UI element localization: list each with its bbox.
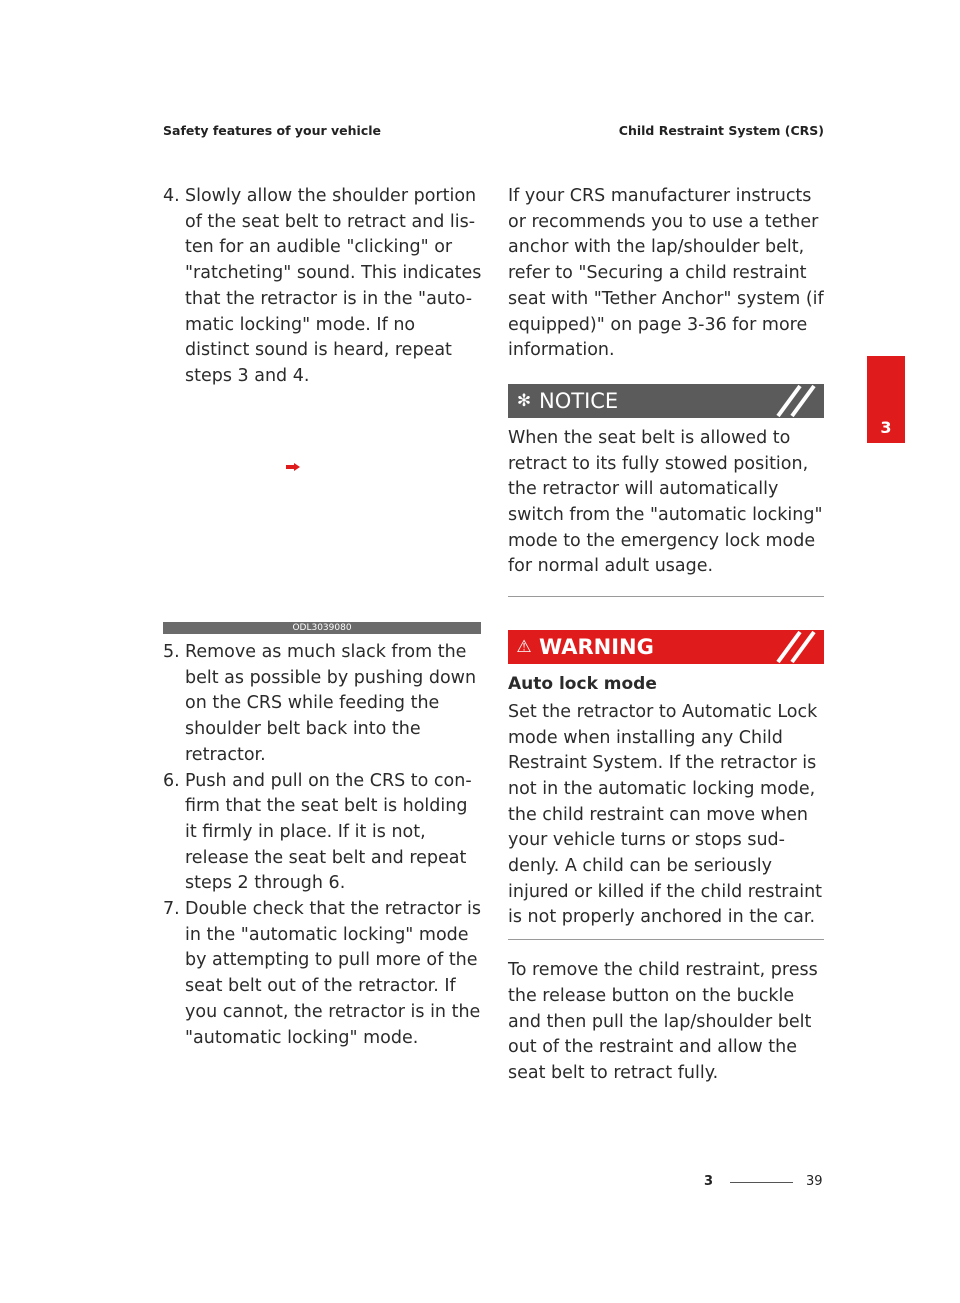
step-item [163, 897, 483, 1051]
notice-text: When the seat belt is allowed to retract to its fully stowed position, the retractor will automatically switch from the "automatic locking" mode to the emergency lock mode for normal adult usage. [508, 427, 823, 577]
step-text: Remove as much slack from the belt as possible by pushing down on the CRS while feeding the shoulder belt back into the retractor. [185, 642, 477, 765]
left-column-bottom [163, 640, 483, 1051]
warning-subheading: Auto lock mode [508, 674, 657, 695]
stripes-icon [774, 384, 824, 418]
step-number: 5. [163, 642, 180, 662]
step-number: 6. [163, 770, 180, 791]
step-text: Double check that the retractor is in the "automatic locking" mode by attempting to pull more of the seat belt out of the retractor. If you cannot, the retractor is in the "automatic locking" mode. [185, 899, 482, 1048]
step-item [163, 769, 483, 898]
right-column [508, 184, 824, 1087]
notice-label: NOTICE [539, 388, 619, 413]
warning-label: WARNING [539, 635, 654, 660]
notice-divider [508, 596, 824, 597]
chapter-tab-number: 3 [880, 418, 892, 437]
page-number: 39 [806, 1174, 823, 1189]
notice-icon: ✻ [516, 390, 532, 411]
stripes-icon [774, 630, 824, 664]
chapter-tab [867, 356, 905, 443]
figure-caption: ODL3039080 [163, 622, 481, 634]
warning-text: Set the retractor to Automatic Lock mode when installing any Child Restraint System. If the retractor is not in the automatic locking mode, the child restraint can move when your vehicle turns or stops sud-denly. A child can be seriously injured or killed if the child restraint is not properly anchored in the car. [508, 701, 823, 928]
step-item [163, 184, 483, 390]
warning-divider [508, 939, 824, 940]
notice-banner [508, 384, 824, 418]
arrow-icon [286, 463, 300, 471]
step-number: 7. [163, 899, 180, 920]
footer-chapter: 3 [704, 1174, 714, 1189]
warning-icon: ⚠ [516, 637, 532, 658]
step-text: Slowly allow the shoulder portion of the seat belt to retract and lis-ten for an audible "clicking" or "ratcheting" sound. This indicates that the retractor is in the "auto-matic locking" mode. If no distinct sound is heard, repeat steps 3 and 4. [185, 186, 482, 386]
running-header-section: Safety features of your vehicle [163, 123, 381, 138]
outro-paragraph: To remove the child restraint, press the release button on the buckle and then pull the lap/shoulder belt out of the restraint and allow the seat belt to retract fully. [508, 960, 818, 1083]
step-item [163, 640, 483, 769]
warning-banner [508, 630, 824, 664]
running-header-topic: Child Restraint System (CRS) [618, 123, 824, 138]
step-number: 4. [163, 186, 180, 206]
footer-divider [730, 1182, 793, 1183]
left-column-top [163, 184, 483, 390]
intro-paragraph: If your CRS manufacturer instructs or recommends you to use a tether anchor with the lap/shoulder belt, refer to "Securing a child restraint seat with "Tether Anchor" system (if equipped)" on page 3-36 for more information. [508, 186, 824, 361]
step-text: Push and pull on the CRS to con-firm that the seat belt is holding it firmly in place. If it is not, release the seat belt and repeat steps 2 through 6. [185, 770, 472, 894]
illustration-figure [163, 378, 481, 634]
